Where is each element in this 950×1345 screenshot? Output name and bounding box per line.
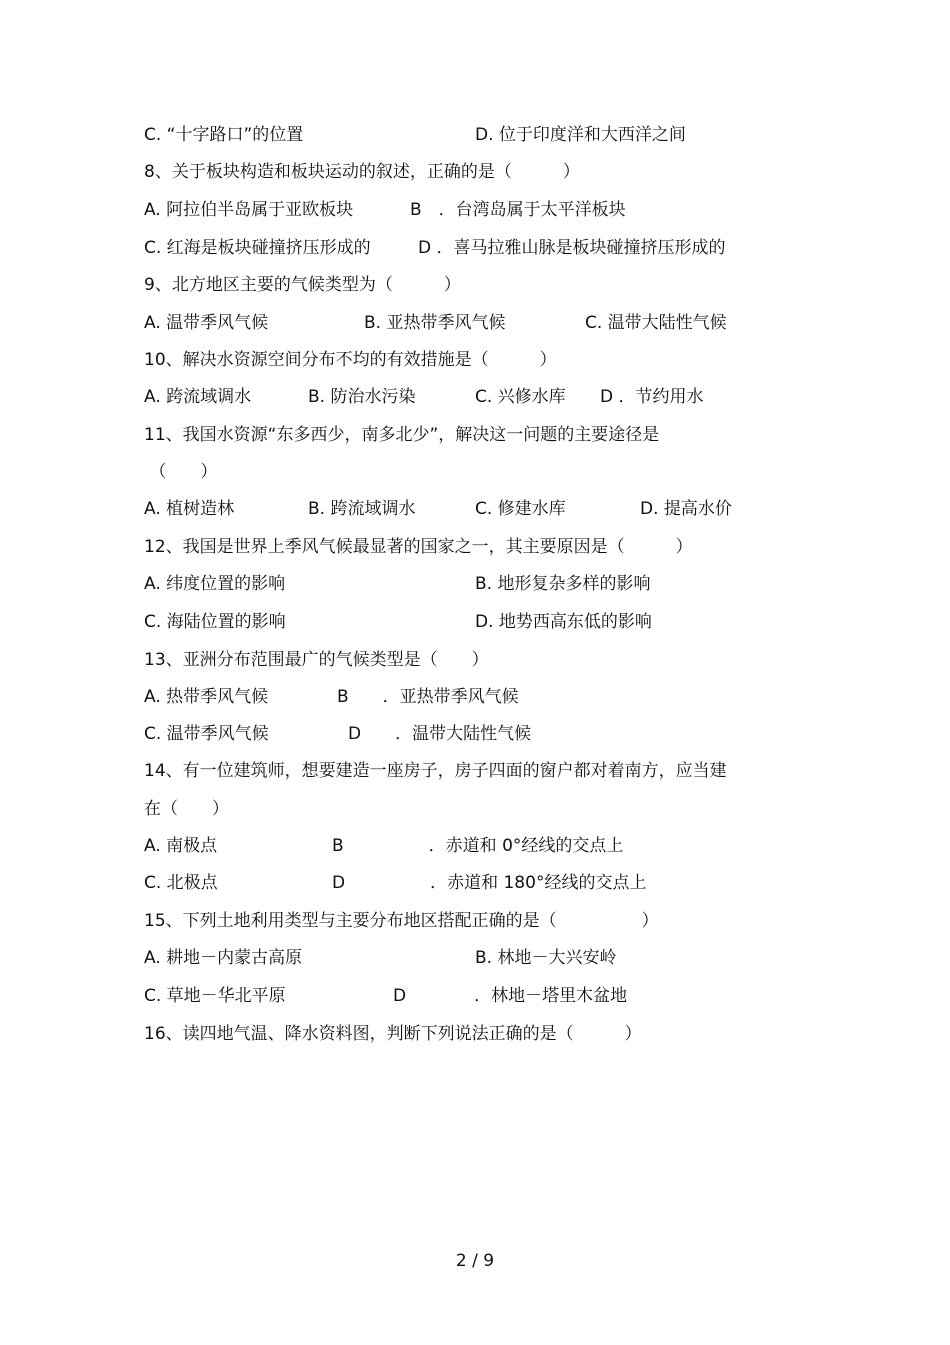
q8-option-d: D ．喜马拉雅山脉是板块碰撞挤压形成的: [418, 238, 726, 258]
q9-stem: 9、北方地区主要的气候类型为（ ）: [144, 275, 461, 295]
q8-option-b: B ．台湾岛属于太平洋板块: [410, 200, 626, 220]
q15-option-d: D ．林地－塔里木盆地: [393, 986, 628, 1006]
q7-option-d: D. 位于印度洋和大西洋之间: [475, 125, 686, 145]
q13-option-c: C. 温带季风气候: [144, 724, 269, 744]
q8-option-a: A. 阿拉伯半岛属于亚欧板块: [144, 200, 354, 220]
q10-stem: 10、解决水资源空间分布不均的有效措施是（ ）: [144, 350, 557, 370]
q11-option-d: D. 提高水价: [640, 499, 732, 519]
q10-option-b: B. 防治水污染: [308, 387, 416, 407]
q10-option-d: D ．节约用水: [600, 387, 704, 407]
q9-option-c: C. 温带大陆性气候: [585, 313, 727, 333]
q15-option-c: C. 草地－华北平原: [144, 986, 286, 1006]
q11-option-a: A. 植树造林: [144, 499, 235, 519]
q14-option-a: A. 南极点: [144, 836, 218, 856]
q14-option-b: B ．赤道和 0°经线的交点上: [332, 836, 624, 856]
q12-option-d: D. 地势西高东低的影响: [475, 612, 652, 632]
q8-stem: 8、关于板块构造和板块运动的叙述，正确的是（ ）: [144, 162, 580, 182]
q13-option-d: D ．温带大陆性气候: [348, 724, 532, 744]
q13-option-a: A. 热带季风气候: [144, 687, 269, 707]
q9-option-b: B. 亚热带季风气候: [364, 313, 506, 333]
q14-stem-cont: 在（ ）: [144, 799, 229, 819]
q12-option-b: B. 地形复杂多样的影响: [475, 574, 651, 594]
q12-option-a: A. 纬度位置的影响: [144, 574, 286, 594]
q11-stem: 11、我国水资源“东多西少，南多北少”，解决这一问题的主要途径是: [144, 425, 660, 445]
q7-option-c: C. “十字路口”的位置: [144, 125, 304, 145]
q16-stem: 16、读四地气温、降水资料图，判断下列说法正确的是（ ）: [144, 1024, 642, 1044]
q10-option-c: C. 兴修水库: [475, 387, 566, 407]
q11-blank: （ ）: [144, 462, 218, 482]
q9-option-a: A. 温带季风气候: [144, 313, 269, 333]
q11-option-b: B. 跨流域调水: [308, 499, 416, 519]
q14-option-c: C. 北极点: [144, 873, 218, 893]
q14-stem: 14、有一位建筑师，想要建造一座房子，房子四面的窗户都对着南方，应当建: [144, 761, 727, 781]
q15-option-b: B. 林地－大兴安岭: [475, 948, 617, 968]
q13-option-b: B ．亚热带季风气候: [337, 687, 519, 707]
q14-option-d: D ．赤道和 180°经线的交点上: [332, 873, 647, 893]
q13-stem: 13、亚洲分布范围最广的气候类型是（ ）: [144, 650, 489, 670]
q15-option-a: A. 耕地－内蒙古高原: [144, 948, 303, 968]
q15-stem: 15、下列土地利用类型与主要分布地区搭配正确的是（ ）: [144, 911, 659, 931]
q12-option-c: C. 海陆位置的影响: [144, 612, 286, 632]
q10-option-a: A. 跨流域调水: [144, 387, 252, 407]
page-number: 2 / 9: [455, 1251, 495, 1271]
q8-option-c: C. 红海是板块碰撞挤压形成的: [144, 238, 371, 258]
q12-stem: 12、我国是世界上季风气候最显著的国家之一，其主要原因是（ ）: [144, 537, 693, 557]
q11-option-c: C. 修建水库: [475, 499, 566, 519]
